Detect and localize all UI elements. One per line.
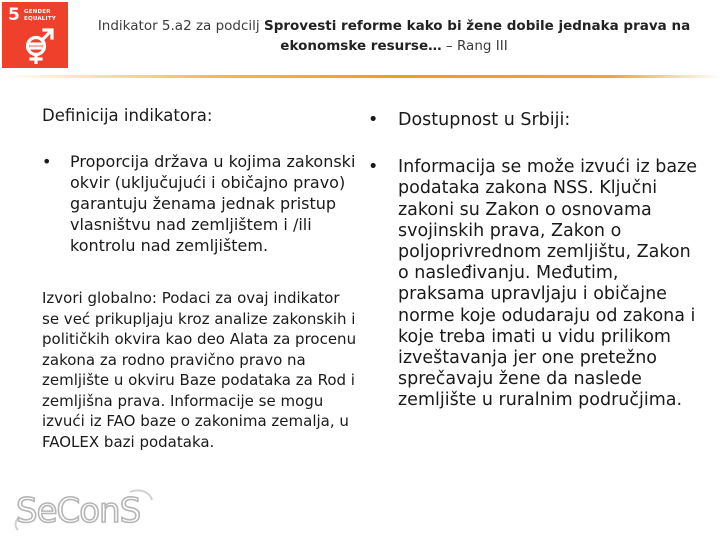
slide-title-rank: – Rang III <box>441 38 508 54</box>
sdg-goal-title <box>24 9 56 22</box>
gender-equality-icon <box>20 26 56 64</box>
availability-heading-text: Dostupnost u Srbiji: <box>398 110 571 130</box>
sdg-goal-5-badge <box>2 2 68 68</box>
definition-bullet <box>42 151 360 256</box>
global-sources-text: Izvori globalno: Podaci za ovaj indikator se već prikupljaju kroz analize zakonskih i političkih okvira kao deo Alata za procenu zakona za rodno pravično pravo na zemljište u okviru Baze podataka za Rod i zemljišna prava. Informacije se mogu izvući iz FAO baze o zakonima zemalja, u FAOLEX bazi podataka. <box>42 289 357 451</box>
slide-title <box>72 16 716 56</box>
slide-title-prefix: Indikator 5.a2 za podcilj <box>97 18 264 34</box>
sdg-goal-number: 5 <box>8 5 20 25</box>
availability-heading <box>368 110 698 131</box>
availability-text: Informacija se može izvući iz baze podataka zakona NSS. Ključni zakoni su Zakon o osnovama svojinskih prava, Zakon o poljoprivrednom zemljištu, Zakon o nasleđivanju. Međutim, praksama upravljaju i običajne norme koje odudaraju od zakona i koje treba imati u vidu prilikom izveštavanja jer one pretežno sprečavaju žene da naslede zemljište u ruralnim područjima. <box>398 157 698 411</box>
bullet-marker: • <box>368 157 379 178</box>
bullet-marker: • <box>42 152 52 171</box>
availability-bullet <box>368 157 698 411</box>
bullet-marker: • <box>368 110 379 130</box>
header-divider <box>0 75 720 78</box>
definition-text: Proporcija država u kojima zakonski okvir (uključujući i običajno pravo) garantuju ženama jednak pristup vlasništvu nad zemljištem i /ili kontrolu nad zemljištem. <box>70 152 356 255</box>
definition-heading: Definicija indikatora: <box>42 106 213 125</box>
right-column <box>368 110 698 412</box>
slide-title-target: Sprovesti reforme kako bi žene dobile jednaka prava na ekonomske resurse… <box>263 18 691 54</box>
secons-logo-text: SeConS <box>16 491 141 531</box>
sdg-goal-title-line1: GENDER <box>24 9 51 15</box>
left-column <box>42 105 360 452</box>
sdg-goal-title-line2: EQUALITY <box>24 15 56 22</box>
secons-logo <box>12 486 157 532</box>
